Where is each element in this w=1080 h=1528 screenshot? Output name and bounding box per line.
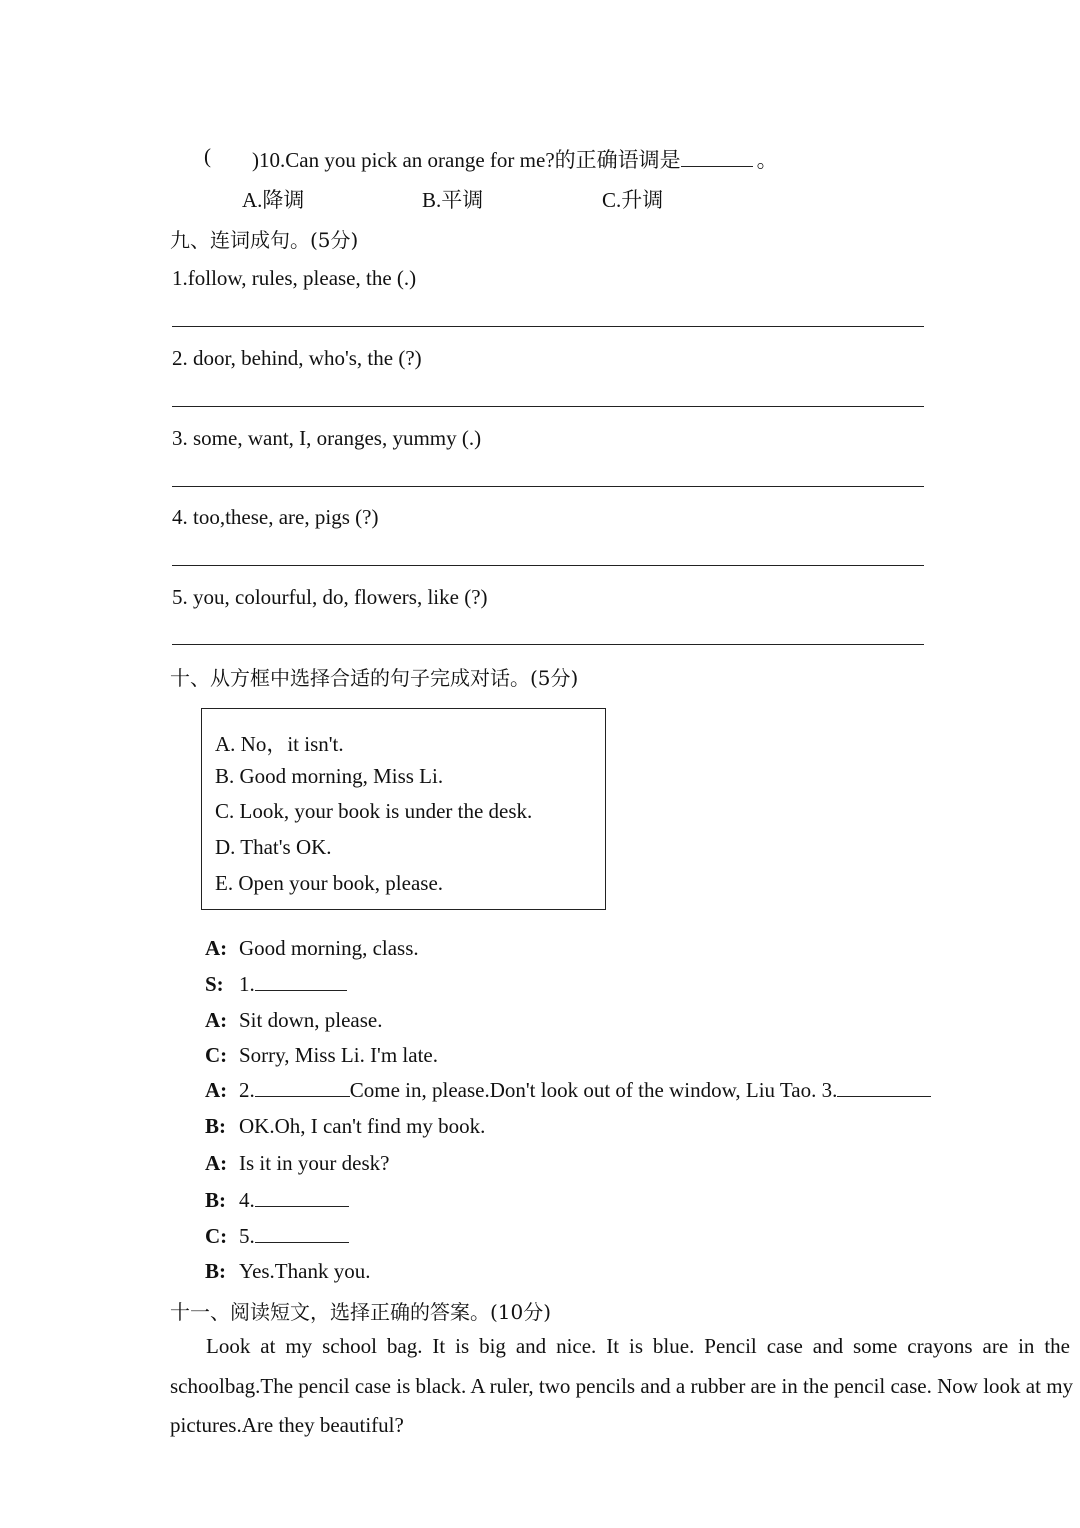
section9-title: 九、连词成句。(5分): [170, 228, 359, 252]
passage-line-2: schoolbag.The pencil case is black. A ruler, two pencils and a rubber are in the pencil case. Now look at my: [170, 1374, 1074, 1398]
q10-option-c: C.升调: [602, 188, 664, 212]
dialogue-line-5: [205, 1078, 931, 1103]
q10-answer-blank[interactable]: [681, 148, 753, 167]
q10-paren-open: (: [204, 144, 211, 168]
dialogue-text: 1.: [239, 972, 255, 996]
blank-2[interactable]: [255, 1078, 350, 1097]
section10-title: 十、从方框中选择合适的句子完成对话。(5分): [170, 666, 579, 690]
speaker-label: B:: [205, 1114, 226, 1138]
dialogue-text: Yes.Thank you.: [239, 1259, 371, 1283]
speaker-label: A:: [205, 1078, 228, 1102]
dialogue-text: 5.: [239, 1224, 255, 1248]
speaker-label: A:: [205, 936, 228, 960]
dialogue-text: OK.Oh, I can't find my book.: [239, 1114, 486, 1138]
speaker-label: B:: [205, 1188, 226, 1212]
option-b: B. Good morning, Miss Li.: [215, 764, 444, 788]
dialogue-text: Good morning, class.: [239, 936, 419, 960]
section9-answer-line-2[interactable]: [172, 406, 924, 407]
section9-item-4: 4. too,these, are, pigs (?): [172, 505, 379, 529]
dialogue-line-4: [205, 1043, 438, 1068]
section9-answer-line-4[interactable]: [172, 565, 924, 566]
section9-answer-line-3[interactable]: [172, 486, 924, 487]
dialogue-line-6: [205, 1114, 485, 1139]
dialogue-line-7: [205, 1151, 389, 1176]
dialogue-text: 4.: [239, 1188, 255, 1212]
q10-text: )10.Can you pick an orange for me?的正确语调是: [252, 148, 681, 172]
q10-question: [252, 144, 778, 174]
speaker-label: S:: [205, 972, 224, 996]
dialogue-text: 2.: [239, 1078, 255, 1102]
section9-item-1: 1.follow, rules, please, the (.): [172, 266, 417, 290]
dialogue-line-10: [205, 1259, 370, 1284]
speaker-label: C:: [205, 1224, 228, 1248]
blank-3[interactable]: [837, 1078, 931, 1097]
section9-item-2: 2. door, behind, who's, the (?): [172, 346, 422, 370]
option-e: E. Open your book, please.: [215, 871, 444, 895]
section9-item-3: 3. some, want, I, oranges, yummy (.): [172, 426, 482, 450]
dialogue-text-continued: Come in, please.Don't look out of the window, Liu Tao. 3.: [349, 1078, 838, 1102]
section9-answer-line-1[interactable]: [172, 326, 924, 327]
dialogue-text: Is it in your desk?: [239, 1151, 390, 1175]
speaker-label: C:: [205, 1043, 228, 1067]
blank-1[interactable]: [255, 972, 347, 991]
dialogue-text: Sit down, please.: [239, 1008, 383, 1032]
speaker-label: B:: [205, 1259, 226, 1283]
passage-line-1: Look at my school bag. It is big and nice. It is blue. Pencil case and some crayons are in the: [206, 1334, 1070, 1358]
q10-option-a: A.降调: [242, 188, 305, 212]
dialogue-line-9: [205, 1224, 349, 1249]
q10-option-b: B.平调: [422, 188, 484, 212]
dialogue-text: Sorry, Miss Li. I'm late.: [239, 1043, 438, 1067]
passage-line-3: pictures.Are they beautiful?: [170, 1413, 404, 1437]
speaker-label: A:: [205, 1151, 228, 1175]
dialogue-line-3: [205, 1008, 382, 1033]
section9-item-5: 5. you, colourful, do, flowers, like (?): [172, 585, 488, 609]
section11-title: 十一、阅读短文，选择正确的答案。(10分): [170, 1300, 552, 1324]
option-d: D. That's OK.: [215, 835, 332, 859]
option-a: A. No，it isn't.: [215, 732, 344, 756]
option-c: C. Look, your book is under the desk.: [215, 799, 533, 823]
q10-end: 。: [756, 148, 778, 172]
speaker-label: A:: [205, 1008, 228, 1032]
dialogue-line-8: [205, 1188, 349, 1213]
dialogue-line-1: [205, 936, 419, 961]
blank-4[interactable]: [255, 1188, 349, 1207]
section9-answer-line-5[interactable]: [172, 644, 924, 645]
blank-5[interactable]: [255, 1224, 349, 1243]
dialogue-line-2: [205, 972, 347, 997]
option-box: [201, 708, 606, 910]
